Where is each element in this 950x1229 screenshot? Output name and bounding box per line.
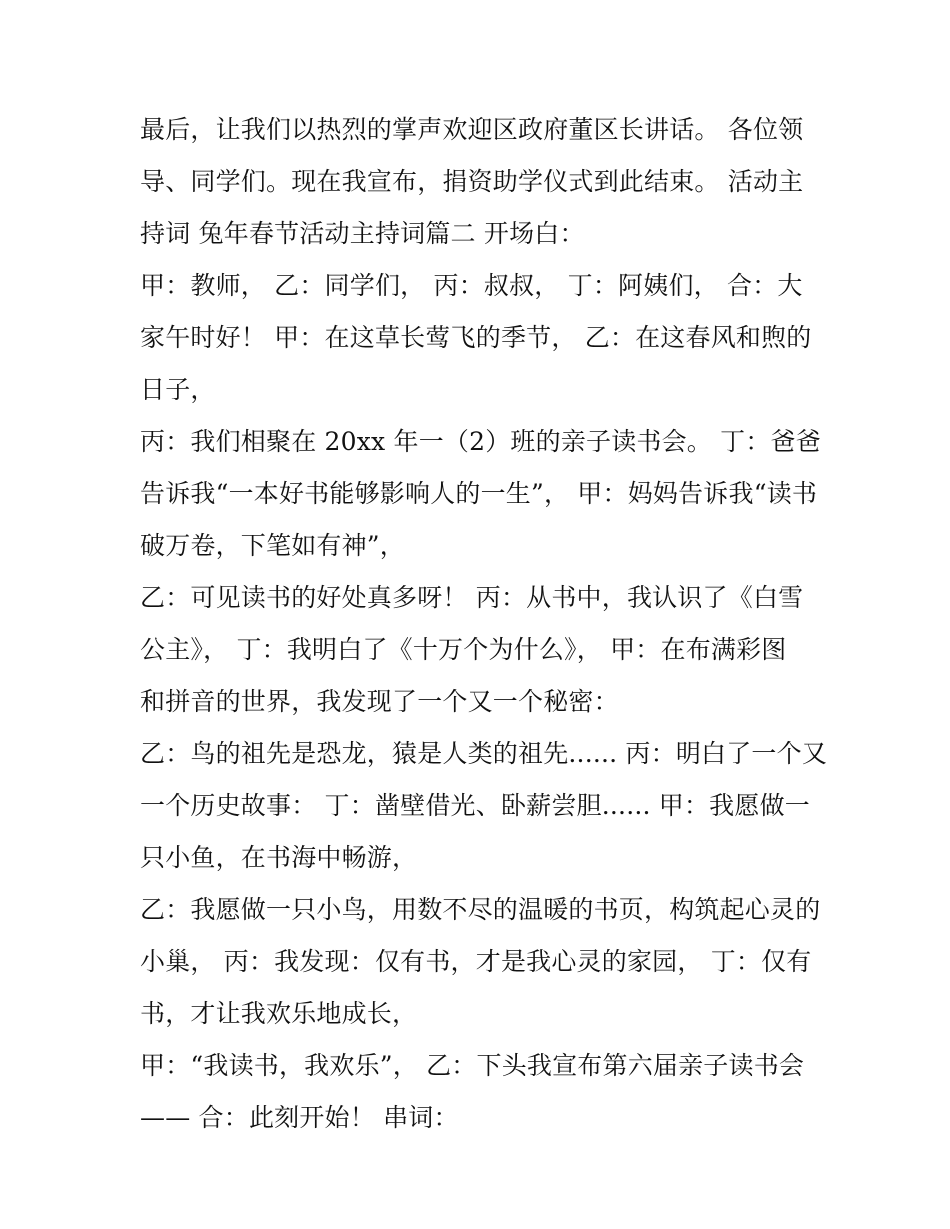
text-line: 持词 兔年春节活动主持词篇二 开场白： <box>140 219 585 248</box>
text-line: 小巢， 丙：我发现：仅有书，才是我心灵的家园， 丁：仅有 <box>140 947 812 976</box>
text-line: 甲：“我读书，我欢乐”， 乙：下头我宣布第六届亲子读书会 <box>140 1051 805 1080</box>
text-line: 甲：教师， 乙：同学们， 丙：叔叔， 丁：阿姨们， 合：大 <box>140 271 803 300</box>
text-line: 公主》， 丁：我明白了《十万个为什么》， 甲：在布满彩图 <box>140 635 787 664</box>
text-line: 导、同学们。现在我宣布，捐资助学仪式到此结束。 活动主 <box>140 167 804 196</box>
text-line: 破万卷，下笔如有神”， <box>140 531 405 560</box>
text-line: —— 合：此刻开始！ 串词： <box>140 1103 459 1132</box>
text-line: 家午时好！ 甲：在这草长莺飞的季节， 乙：在这春风和煦的 <box>140 323 812 352</box>
text-line: 最后，让我们以热烈的掌声欢迎区政府董区长讲话。 各位领 <box>140 115 804 144</box>
text-line: 只小鱼，在书海中畅游， <box>140 843 418 872</box>
text-line: 乙：可见读书的好处真多呀！ 丙：从书中，我认识了《白雪 <box>140 583 804 612</box>
text-line: 书，才让我欢乐地成长， <box>140 999 418 1028</box>
text-line: 日子， <box>140 375 216 404</box>
text-line: 乙：鸟的祖先是恐龙，猿是人类的祖先...... 丙：明白了一个又 <box>140 739 828 768</box>
text-line: 乙：我愿做一只小鸟，用数不尽的温暖的书页，构筑起心灵的 <box>140 895 821 924</box>
text-line: 一个历史故事： 丁：凿壁借光、卧薪尝胆...... 甲：我愿做一 <box>140 791 810 820</box>
text-line: 丙：我们相聚在 20xx 年一（2）班的亲子读书会。 丁：爸爸 <box>140 427 821 456</box>
text-line: 告诉我“一本好书能够影响人的一生”， 甲：妈妈告诉我“读书 <box>140 479 818 508</box>
text-line: 和拼音的世界，我发现了一个又一个秘密： <box>140 687 619 716</box>
document-body <box>140 104 828 1144</box>
